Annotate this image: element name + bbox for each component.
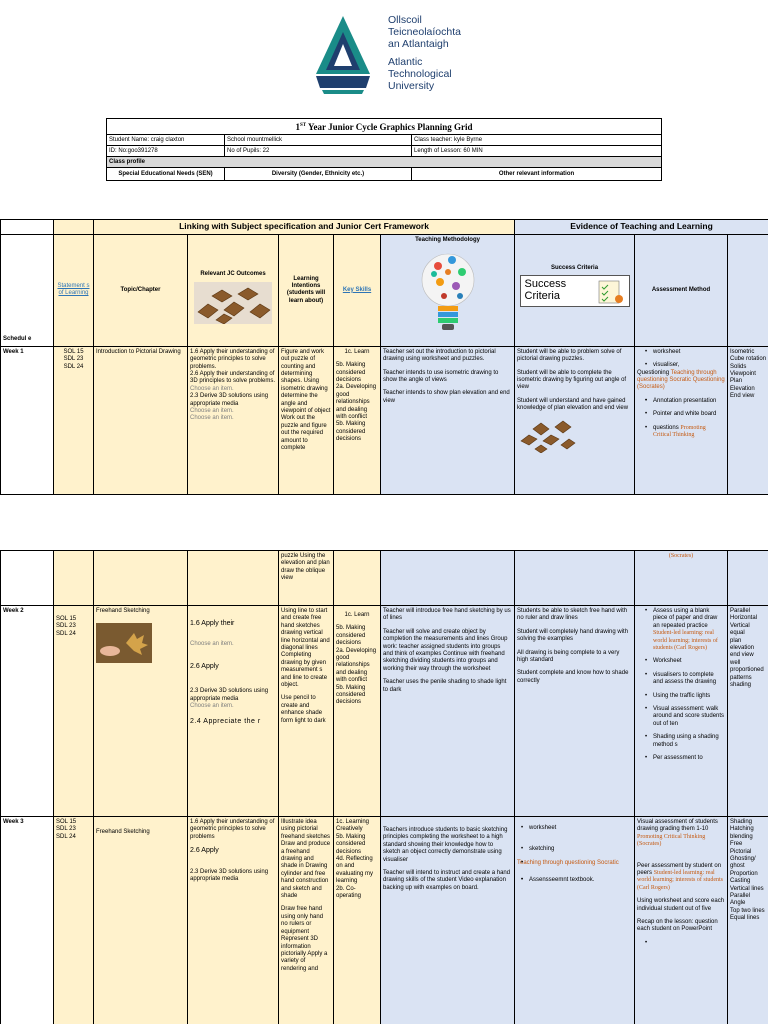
intentions-cell: Illustrate idea using pictorial freehand sketches Draw and produce a freehand drawing and shade in Drawing cylinder and free hand construction and sketch and shade Draw free hand using only hand no rulers or equipment Represent 3D information pictorially Apply a variety of rendering and bbox=[279, 817, 334, 1024]
assessment-cell: (Socrates) bbox=[635, 551, 728, 606]
success-cell: • worksheet • sketching Teaching through questioning Socratic • Assensseemnt textbook. bbox=[515, 817, 635, 1024]
logo-line: Atlantic bbox=[388, 56, 423, 68]
schedule-header: Schedul e bbox=[1, 235, 54, 347]
class-profile: Class profile bbox=[107, 157, 662, 168]
assessment-cell: • Assess using a blank piece of paper and draw an repeated practice Student-led learning: real world learning; interests of students (Carl Rogers) • Worksheet • visualisers to complete and assess the drawing • Using the traffic lights • Visual assessment: walk around and score students out of ten • Shading using a shading method s • Per assessment to bbox=[635, 606, 728, 817]
lesson-grid-page-1 bbox=[0, 219, 768, 495]
logo-line: Teicneolaíochta bbox=[388, 26, 461, 38]
assessment-cell: • worksheet • visualiser, Questioning Teaching through questioning Socratic Questioning (Socrates) • Annotation presentation • Pointer and white board • questions Promoting Critical Thinking bbox=[635, 346, 728, 494]
outcome-item: 2.3 Derive 3D solutions using appropriate media bbox=[190, 688, 269, 702]
checklist-icon bbox=[597, 279, 625, 305]
key-skills-header[interactable]: Key Skills bbox=[334, 235, 381, 347]
logo-text bbox=[388, 14, 461, 92]
puzzle-blocks-image bbox=[519, 419, 577, 453]
outcomes-cell bbox=[188, 346, 279, 494]
success-criteria-image: Success Criteria bbox=[520, 275, 630, 307]
outcomes-header: Relevant JC Outcomes bbox=[188, 235, 279, 347]
university-logo bbox=[312, 14, 502, 96]
topic-cell: Freehand Sketching bbox=[94, 606, 188, 817]
sen-label: Special Educational Needs (SEN) bbox=[107, 168, 225, 181]
atu-logo-icon bbox=[312, 14, 374, 96]
outcome-dropdown[interactable]: Choose an item. bbox=[190, 415, 234, 422]
outcomes-cell bbox=[188, 606, 279, 817]
statements-header[interactable]: Statement s of Learning bbox=[54, 235, 94, 347]
lightbulb-icon bbox=[420, 244, 476, 340]
topic-header: Topic/Chapter bbox=[94, 235, 188, 347]
student-name: Student Name: craig claxton bbox=[107, 135, 225, 146]
week-label: Week 3 bbox=[1, 817, 54, 1024]
success-cell: Student will be able to problem solve of pictorial drawing puzzles. Student will be able to complete the isometric drawing by figuring out angle of view Student will understand and have gained knowledge of plan elevation and end view bbox=[515, 346, 635, 494]
logo-line: Ollscoil bbox=[388, 14, 422, 26]
logo-line: an Atlantaigh bbox=[388, 38, 449, 50]
topic-cell: Freehand Sketching bbox=[94, 817, 188, 1024]
outcome-item: 2.3 Derive 3D solutions using appropriate media bbox=[190, 868, 269, 883]
planning-title: 1ST Year Junior Cycle Graphics Planning Grid bbox=[107, 119, 662, 135]
outcome-item: 1.6 Apply their understanding of geometric principles to solve problems bbox=[190, 819, 275, 840]
intentions-cell: Using line to start and create free hand sketches drawing vertical line horizontal and diagonal lines Completing drawing by given measurement s and line to create object. Use pencil to create and enhance shade form light to dark bbox=[279, 606, 334, 817]
evidence-header: Evidence of Teaching and Learning bbox=[515, 220, 768, 235]
vocabulary-cell: Parallel Horizontal Vertical equal plan elevation end view well proportioned patterns shading bbox=[728, 606, 768, 817]
planning-grid-header bbox=[106, 118, 662, 181]
vocabulary-cell: Shading Hatching blending Free Pictorial Ghosting/ ghost Proportion Casting Vertical lines Parallel Angle Top two lines Equal lines bbox=[728, 817, 768, 1024]
hand-sketching-leaf-image bbox=[96, 623, 152, 663]
topic-cell: Introduction to Pictorial Drawing bbox=[94, 346, 188, 494]
success-criteria-header: Success Criteria Success Criteria bbox=[515, 235, 635, 347]
key-skills-cell: 1c. Learning Creatively 5b. Making considered decisions 4d. Reflecting on and evaluating my learning 2b. Co-operating bbox=[334, 817, 381, 1024]
pupil-count: No of Pupils: 22 bbox=[225, 146, 412, 157]
key-skills-cell: 1c. Learn 5b. Making considered decisions 2a. Developing good relationships and dealing with conflict 5b. Making considered decisions bbox=[334, 606, 381, 817]
outcome-dropdown[interactable]: Choose an item. bbox=[190, 408, 234, 415]
outcome-item: 1.6 Apply their bbox=[190, 620, 235, 627]
sol-cell: SOL 15 SDL 23 SDL 24 bbox=[54, 606, 94, 817]
lesson-length: Length of Lesson: 60 MIN bbox=[412, 146, 662, 157]
intentions-cell: puzzle Using the elevation and plan draw the oblique view bbox=[279, 551, 334, 606]
outcome-item: 2.6 Apply bbox=[190, 847, 219, 855]
logo-line: Technological bbox=[388, 68, 452, 80]
methodology-cell: Teachers introduce students to basic sketching principles completing the worksheet to a high standard showing their knowledge how to sketch an object correctly demonstrate using visualiser Teacher will intend to instruct and create a hand drawing skills of the student Video explanation backing up with examples on board. bbox=[381, 817, 515, 1024]
methodology-cell: Teacher will introduce free hand sketching by us of lines Teacher will solve and create object by completion the measurements and lines Group work: teacher assigned students into groups and think of examples Continue with freehand sketching dividing students into groups and working their way through the worksheet Teacher uses the penile shading to shade light to dark bbox=[381, 606, 515, 817]
outcome-item: 2.6 Apply bbox=[190, 662, 219, 670]
outcome-item: 2.6 Apply their understanding of 3D principles to solve problems. bbox=[190, 371, 276, 385]
assessment-cell: Visual assessment of students drawing grading them 1-10 Promoting Critical Thinking (Socrates) Peer assessment by student on peers Student-led learning: real world learning; interests of students (Carl Rogers) Using worksheet and score each individual student out of five Recap on the lesson: question each student on PowerPoint bbox=[635, 817, 728, 1024]
outcome-dropdown[interactable]: Choose an item. bbox=[190, 703, 234, 710]
assessment-header: Assessment Method bbox=[635, 235, 728, 347]
outcome-item: 2.3 Derive 3D solutions using appropriate media bbox=[190, 393, 269, 407]
lesson-grid-page-2 bbox=[0, 550, 768, 1024]
methodology-cell: Teacher set out the introduction to pictorial drawing using worksheet and puzzles. Teacher intends to use isometric drawing to show the angle of views Teacher intends to show plan elevation and end view bbox=[381, 346, 515, 494]
other-info-label: Other relevant information bbox=[412, 168, 662, 181]
class-teacher: Class teacher: kyle Byrne bbox=[412, 135, 662, 146]
sol-cell: SOL 15 SDL 23 SDL 24 bbox=[54, 346, 94, 494]
outcome-item: 2.4 Appreciate the r bbox=[190, 718, 261, 726]
outcome-dropdown[interactable]: Choose an item. bbox=[190, 385, 234, 392]
success-cell: Students be able to sketch free hand with no ruler and draw lines Student will completely hand drawing with solving the examples All drawing is being complete to a very high standard Student complete and know how to shade correctly bbox=[515, 606, 635, 817]
diversity-label: Diversity (Gender, Ethnicity etc.) bbox=[225, 168, 412, 181]
sol-cell: SOL 15 SDL 23 SDL 24 bbox=[54, 817, 94, 1024]
outcomes-cell bbox=[188, 817, 279, 1024]
key-skills-cell: 1c. Learn 5b. Making considered decisions 2a. Developing good relationships and dealing with conflict 5b. Making considered decisions bbox=[334, 346, 381, 494]
vocabulary-cell: Isometric Cube rotation Solids Viewpoint Plan Elevation End view bbox=[728, 346, 768, 494]
puzzle-blocks-image bbox=[194, 282, 272, 324]
week-label: Week 2 bbox=[1, 606, 54, 817]
school-name: School mountmellick bbox=[225, 135, 412, 146]
outcome-dropdown[interactable]: Choose an item. bbox=[190, 641, 234, 648]
intentions-cell: Figure and work out puzzle of counting and determining shapes. Using isometric drawing determine the angle and viewpoint of object Work out the puzzle and figure out the required amount to complete bbox=[279, 346, 334, 494]
linking-header: Linking with Subject specification and Junior Cert Framework bbox=[94, 220, 515, 235]
outcome-item: 1.6 Apply their understanding of geometric principles to solve problems. bbox=[190, 348, 275, 370]
intentions-header: Learning Intentions (students will learn about) bbox=[279, 235, 334, 347]
week-label: Week 1 bbox=[1, 346, 54, 494]
methodology-header: Teaching Methodology bbox=[381, 235, 515, 347]
student-id: ID: No:goo391278 bbox=[107, 146, 225, 157]
logo-line: University bbox=[388, 80, 435, 92]
